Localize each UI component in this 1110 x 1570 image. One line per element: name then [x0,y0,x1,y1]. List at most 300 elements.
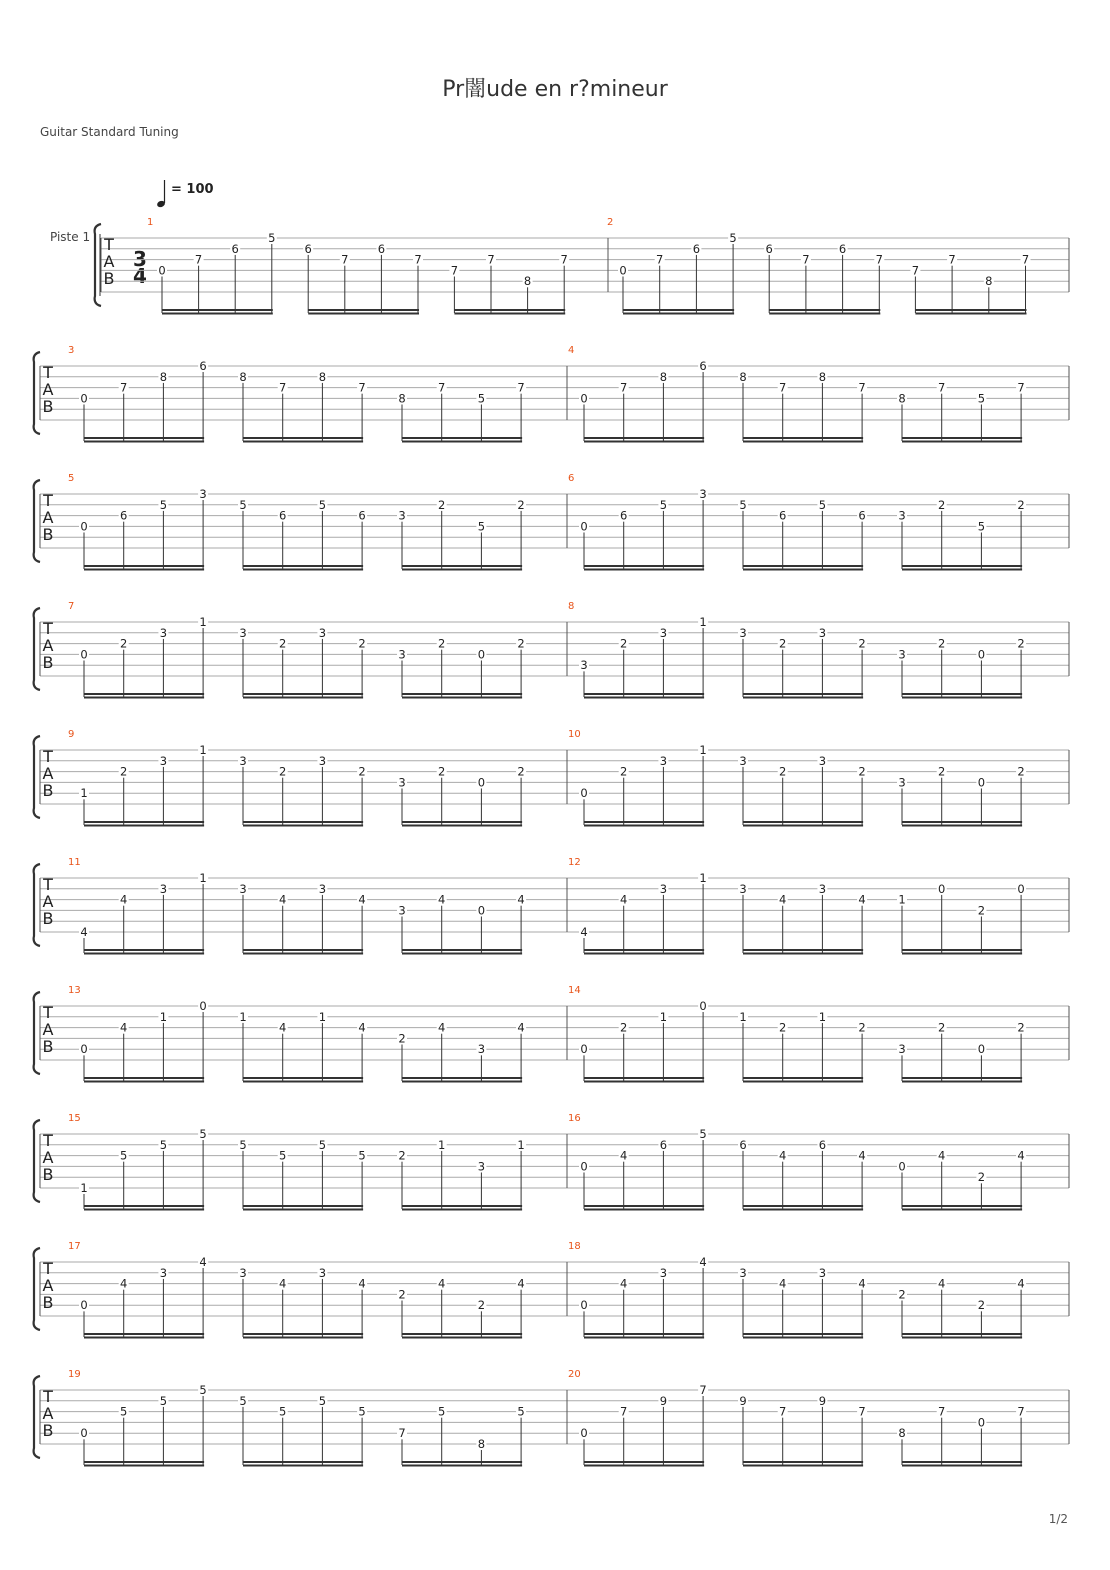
fret-number: 2 [938,764,946,779]
beam [84,693,204,695]
tab-clef-letter: T [43,875,53,894]
tab-clef-letter: A [42,1276,54,1295]
measure-number: 3 [68,345,75,356]
fret-number: 5 [477,519,486,534]
fret-number: 1 [438,1137,446,1152]
tab-clef-letter: B [42,525,54,544]
fret-number: 0 [80,1298,88,1313]
beam [243,1465,363,1467]
beam [454,309,565,311]
fret-number: 2 [477,1298,486,1313]
measure-number: 14 [568,985,581,996]
beam [743,693,863,695]
beam [743,953,863,955]
fret-number: 5 [159,1137,168,1152]
time-signature-numerator: 3 [133,247,147,271]
fret-number: 5 [517,1404,525,1419]
fret-number: 1 [818,1009,827,1024]
fret-number: 0 [580,391,588,406]
fret-number: 5 [159,1393,168,1408]
tab-clef-letter: T [43,1003,53,1022]
fret-number: 6 [765,241,773,256]
fret-number: 0 [80,1042,88,1057]
beam [584,1461,704,1463]
fret-number: 3 [318,753,327,768]
beam [584,821,704,823]
beam [402,949,522,951]
fret-number: 8 [159,369,168,384]
measure-number: 16 [568,1113,581,1124]
beam [84,569,204,571]
fret-number: 4 [1017,1148,1025,1163]
tempo-label: = 100 [171,182,214,197]
beam [743,1333,863,1335]
fret-number: 3 [318,625,327,640]
tab-clef-letter: A [103,252,115,271]
fret-number: 4 [120,1276,128,1291]
fret-number: 3 [159,1265,168,1280]
fret-number: 1 [80,786,88,801]
fret-number: 6 [858,508,866,523]
fret-number: 3 [739,1265,747,1280]
fret-number: 8 [318,369,327,384]
fret-number: 0 [580,786,588,801]
fret-number: 0 [580,1159,588,1174]
tab-clef-letter: T [43,363,53,382]
beam [162,309,273,311]
fret-number: 0 [80,391,88,406]
fret-number: 2 [517,764,525,779]
fret-number: 5 [239,1137,247,1152]
tab-clef-letter: T [43,491,53,510]
fret-number: 8 [477,1437,486,1451]
beam [902,825,1022,827]
beam [902,565,1022,567]
fret-number: 2 [779,636,787,651]
fret-number: 5 [318,1393,327,1408]
fret-number: 5 [318,497,327,512]
beam [743,1465,863,1467]
beam [743,1337,863,1339]
fret-number: 7 [699,1383,707,1397]
fret-number: 2 [1017,764,1025,779]
fret-number: 2 [779,1020,787,1035]
fret-number: 0 [158,263,166,278]
beam [584,697,704,699]
fret-number: 2 [620,636,628,651]
beam [243,825,363,827]
track-name: Piste 1 [50,230,91,244]
beam [402,953,522,955]
fret-number: 6 [199,359,207,373]
tab-system [34,729,1069,827]
beam [243,1081,363,1083]
beam [743,565,863,567]
measure-number: 2 [607,217,614,228]
fret-number: 3 [818,881,827,896]
fret-number: 6 [739,1137,747,1152]
fret-number: 7 [1017,1404,1025,1419]
beam [243,949,363,951]
tab-clef-letter: B [42,1421,54,1440]
tuning-label: Guitar Standard Tuning [40,125,179,139]
fret-number: 3 [159,881,168,896]
beam [902,1077,1022,1079]
fret-number: 4 [779,892,787,907]
fret-number: 7 [779,1404,787,1419]
beam [584,1465,704,1467]
fret-number: 5 [318,1137,327,1152]
beam [402,565,522,567]
fret-number: 2 [358,764,366,779]
fret-number: 0 [199,999,207,1013]
fret-number: 4 [858,1148,866,1163]
fret-number: 4 [517,892,525,907]
tab-clef-letter: B [42,1293,54,1312]
fret-number: 1 [699,743,707,757]
measure-number: 17 [68,1241,81,1252]
beam [584,1081,704,1083]
measure-number: 8 [568,601,575,612]
beam [454,313,565,315]
beam [243,953,363,955]
fret-number: 2 [938,1020,946,1035]
fret-number: 2 [279,764,287,779]
beam [84,1461,204,1463]
fret-number: 4 [779,1276,787,1291]
beam [402,693,522,695]
tab-system [34,857,1069,955]
fret-number: 3 [199,487,207,501]
fret-number: 4 [620,892,628,907]
fret-number: 0 [977,1042,986,1057]
beam [402,697,522,699]
fret-number: 6 [620,508,628,523]
tab-clef-letter: A [42,508,54,527]
beam [902,1465,1022,1467]
beam [84,437,204,439]
fret-number: 1 [739,1009,747,1024]
tab-clef-letter: B [42,909,54,928]
beam [902,437,1022,439]
fret-number: 0 [977,775,986,790]
beam [743,821,863,823]
beam [402,1205,522,1207]
fret-number: 4 [279,892,287,907]
fret-number: 7 [438,380,446,395]
fret-number: 0 [80,647,88,662]
fret-number: 4 [438,1020,446,1035]
tab-clef-letter: T [43,1387,53,1406]
fret-number: 4 [938,1276,946,1291]
fret-number: 6 [358,508,366,523]
fret-number: 8 [985,274,993,289]
fret-number: 0 [699,999,707,1013]
fret-number: 6 [231,241,239,256]
tab-clef-letter: A [42,636,54,655]
fret-number: 7 [620,1404,628,1419]
fret-number: 2 [279,636,287,651]
fret-number: 7 [911,263,920,278]
beam [902,953,1022,955]
fret-number: 2 [620,1020,628,1035]
fret-number: 4 [779,1148,787,1163]
fret-number: 4 [858,1276,866,1291]
fret-number: 7 [120,380,128,395]
fret-number: 2 [1017,497,1025,512]
measure-number: 13 [68,985,81,996]
fret-number: 4 [358,1020,366,1035]
fret-number: 2 [977,1170,986,1185]
fret-number: 5 [120,1404,128,1419]
tab-clef-letter: B [42,1037,54,1056]
fret-number: 3 [398,508,406,523]
measure-number: 11 [68,857,81,868]
fret-number: 7 [560,252,568,267]
fret-number: 3 [398,903,406,918]
beam [84,1465,204,1467]
measure-number: 9 [68,729,75,740]
beam [162,313,273,315]
fret-number: 2 [977,903,986,918]
beam [402,1337,522,1339]
time-signature-denominator: 4 [133,264,147,288]
fret-number: 5 [199,1383,207,1397]
beam [243,697,363,699]
beam [84,949,204,951]
fret-number: 3 [818,753,827,768]
system-bracket [34,1120,40,1202]
fret-number: 2 [517,497,525,512]
beam [902,1337,1022,1339]
fret-number: 4 [358,1276,366,1291]
fret-number: 0 [477,647,486,662]
beam [584,441,704,443]
fret-number: 3 [818,1265,827,1280]
fret-number: 3 [898,775,906,790]
beam [902,1461,1022,1463]
system-bracket [34,736,40,818]
fret-number: 3 [818,625,827,640]
fret-number: 3 [739,881,747,896]
fret-number: 1 [199,871,207,885]
beam [308,313,419,315]
beam [584,693,704,695]
tab-clef-letter: A [42,892,54,911]
beam [84,441,204,443]
fret-number: 3 [659,753,668,768]
fret-number: 3 [739,625,747,640]
fret-number: 3 [898,647,906,662]
beam [584,437,704,439]
fret-number: 2 [898,1287,906,1302]
tab-clef-letter: B [42,1165,54,1184]
beam [84,953,204,955]
tab-clef-letter: A [42,380,54,399]
fret-number: 1 [318,1009,327,1024]
beam [902,697,1022,699]
beam [243,821,363,823]
fret-number: 8 [523,274,532,289]
beam [743,949,863,951]
beam [402,1077,522,1079]
fret-number: 1 [199,743,207,757]
beam [84,1205,204,1207]
fret-number: 7 [938,1404,946,1419]
fret-number: 7 [450,263,459,278]
fret-number: 6 [838,241,847,256]
fret-number: 3 [739,753,747,768]
fret-number: 2 [358,636,366,651]
beam [84,1209,204,1211]
tab-system [34,1369,1069,1467]
fret-number: 5 [199,1127,207,1141]
fret-number: 6 [659,1137,668,1152]
fret-number: 4 [80,925,88,939]
fret-number: 6 [692,241,701,256]
beam [243,569,363,571]
fret-number: 5 [729,231,737,245]
fret-number: 2 [398,1031,406,1046]
fret-number: 2 [1017,636,1025,651]
beam [743,1205,863,1207]
fret-number: 4 [858,892,866,907]
beam [402,437,522,439]
fret-number: 4 [358,892,366,907]
fret-number: 3 [318,1265,327,1280]
tab-clef-letter: B [42,653,54,672]
fret-number: 0 [80,1426,88,1441]
fret-number: 9 [818,1393,827,1408]
beam [243,1205,363,1207]
beam [243,565,363,567]
beam [243,1461,363,1463]
fret-number: 5 [977,519,986,534]
system-bracket [34,864,40,946]
fret-number: 7 [358,380,366,395]
fret-number: 7 [656,252,664,267]
fret-number: 0 [580,1298,588,1313]
fret-number: 3 [239,881,247,896]
tab-system [34,1113,1069,1211]
fret-number: 7 [1017,380,1025,395]
fret-number: 4 [517,1276,525,1291]
measure-number: 10 [568,729,581,740]
beam [84,1337,204,1339]
beam [243,437,363,439]
beam [243,1337,363,1339]
fret-number: 3 [398,775,406,790]
beam [902,569,1022,571]
fret-number: 3 [159,625,168,640]
fret-number: 1 [699,871,707,885]
fret-number: 3 [580,658,588,673]
beam [84,565,204,567]
fret-number: 6 [120,508,128,523]
fret-number: 0 [80,519,88,534]
fret-number: 3 [159,753,168,768]
beam [402,1081,522,1083]
fret-number: 7 [620,380,628,395]
fret-number: 7 [487,252,495,267]
fret-number: 4 [120,1020,128,1035]
beam [743,1209,863,1211]
beam [743,437,863,439]
fret-number: 8 [239,369,247,384]
fret-number: 3 [477,1159,486,1174]
fret-number: 4 [199,1255,207,1269]
fret-number: 2 [977,1298,986,1313]
fret-number: 8 [659,369,668,384]
fret-number: 5 [358,1148,366,1163]
beam [769,309,880,311]
fret-number: 1 [659,1009,668,1024]
fret-number: 7 [802,252,810,267]
measure-number: 4 [568,345,575,356]
fret-number: 0 [619,263,627,278]
tab-system [34,985,1069,1083]
fret-number: 8 [818,369,827,384]
fret-number: 0 [580,1426,588,1441]
fret-number: 4 [620,1148,628,1163]
fret-number: 3 [699,487,707,501]
system-bracket [34,608,40,690]
fret-number: 5 [120,1148,128,1163]
fret-number: 3 [239,625,247,640]
beam [743,569,863,571]
fret-number: 5 [268,231,276,245]
tab-clef-letter: A [42,1404,54,1423]
system-bracket [34,1376,40,1458]
system-bracket [34,1248,40,1330]
fret-number: 7 [194,252,203,267]
fret-number: 5 [239,497,247,512]
fret-number: 4 [279,1020,287,1035]
measure-number: 19 [68,1369,81,1380]
fret-number: 0 [977,647,986,662]
tab-clef-letter: T [104,235,114,254]
fret-number: 1 [699,615,707,629]
beam [743,825,863,827]
fret-number: 2 [938,497,946,512]
fret-number: 6 [377,241,386,256]
fret-number: 0 [580,519,588,534]
fret-number: 5 [477,391,486,406]
tab-clef-letter: A [42,1148,54,1167]
fret-number: 6 [818,1137,827,1152]
beam [902,1205,1022,1207]
system-bracket [34,480,40,562]
tab-clef-letter: T [43,1131,53,1150]
fret-number: 7 [341,252,349,267]
fret-number: 8 [898,391,906,406]
fret-number: 5 [739,497,747,512]
fret-number: 5 [438,1404,446,1419]
fret-number: 7 [517,380,525,395]
beam [584,949,704,951]
fret-number: 3 [898,1042,906,1057]
beam [243,1333,363,1335]
fret-number: 5 [279,1148,287,1163]
fret-number: 7 [779,380,787,395]
beam [402,1209,522,1211]
beam [902,441,1022,443]
tempo-marking [156,180,213,208]
beam [243,1077,363,1079]
beam [584,1205,704,1207]
fret-number: 0 [898,1159,906,1174]
beam [584,569,704,571]
